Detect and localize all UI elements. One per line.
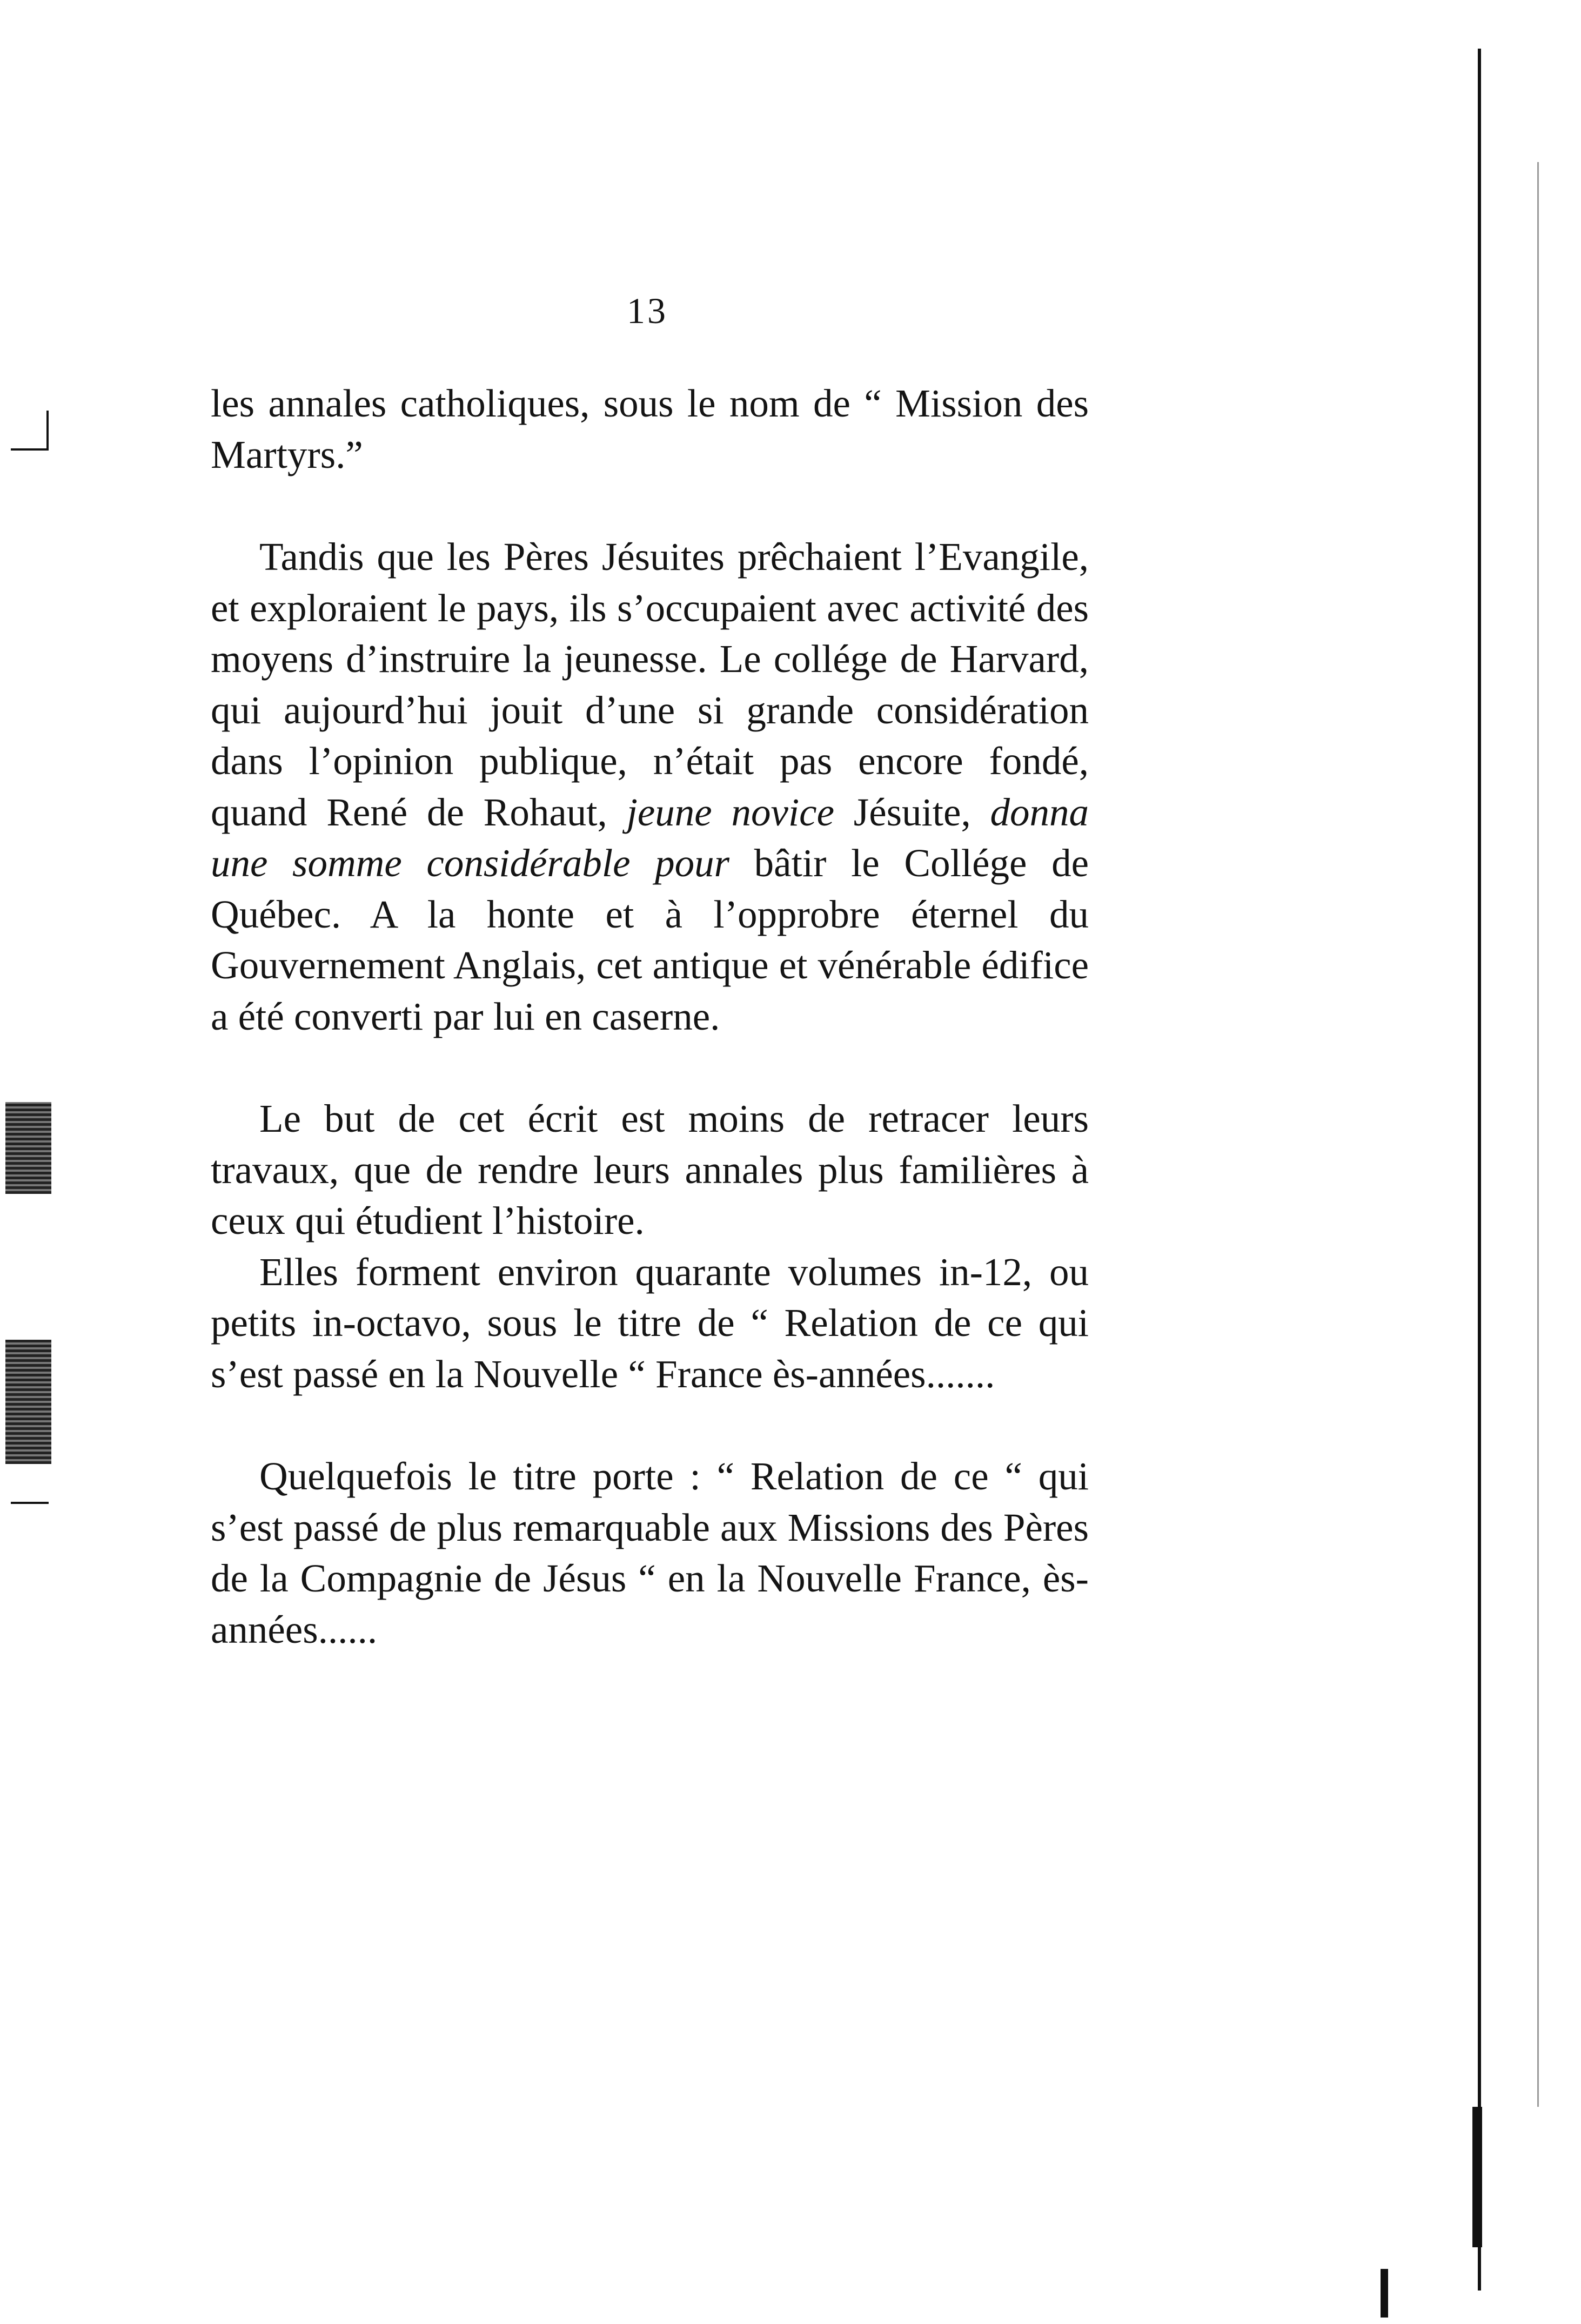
paragraph: [211, 1451, 1089, 1655]
scan-smudge-upper: [5, 1102, 51, 1194]
text-run: Jésuite,: [834, 790, 990, 834]
italic-text: donna une somme considérable pour: [211, 790, 1089, 885]
crop-mark-top-vertical: [46, 411, 49, 449]
paragraph: [211, 1247, 1089, 1400]
body-text: [211, 378, 1089, 1655]
text-run: bâtir le Collége de Québec. A la honte et à l’opprobre éternel du Gouvernement Anglais, cet antique et vénérable édifice a été converti par lui en caserne.: [211, 841, 1089, 1038]
crop-mark-top: [11, 448, 49, 451]
binding-edge-bottom: [1472, 2107, 1482, 2247]
text-run: Quelquefois le titre porte : “ Relation de ce “ qui s’est passé de plus remarquable aux Missions des Pères de la Compagnie de Jésus “ en la Nouvelle France, ès-années......: [211, 1454, 1089, 1651]
italic-text: jeune novice: [626, 790, 834, 834]
page-number: 13: [627, 290, 668, 331]
text-run: les annales catholiques, sous le nom de “ Mission des Martyrs.”: [211, 381, 1089, 476]
crop-mark-bottom: [11, 1502, 49, 1504]
paragraph: [211, 378, 1089, 480]
paragraph-gap: [211, 1042, 1089, 1093]
scan-smudge-lower: [5, 1340, 51, 1464]
text-run: Elles forment environ quarante volumes in-12, ou petits in-octavo, sous le titre de “ Relation de ce qui s’est passé en la Nouvelle “ France ès-années.......: [211, 1250, 1089, 1396]
text-run: Le but de cet écrit est moins de retracer leurs travaux, que de rendre leurs annales plus familières à ceux qui étudient l’histoire.: [211, 1097, 1089, 1242]
paragraph: [211, 1093, 1089, 1247]
text-run: Tandis que les Pères Jésuites prêchaient l’Evangile, et exploraient le pays, ils s’occupaient avec activité des moyens d’instruire la jeunesse. Le collége de Harvard, qui aujourd’hui jouit d’une si grande considération dans l’opinion publique, n’était pas encore fondé, quand René de Rohaut,: [211, 535, 1089, 834]
paragraph-gap: [211, 1400, 1089, 1451]
paragraph-gap: [211, 480, 1089, 532]
binding-edge-line: [1478, 49, 1481, 2291]
paragraph: [211, 532, 1089, 1042]
binding-edge-faint: [1537, 162, 1539, 2107]
binding-edge-foot: [1381, 2269, 1388, 2318]
